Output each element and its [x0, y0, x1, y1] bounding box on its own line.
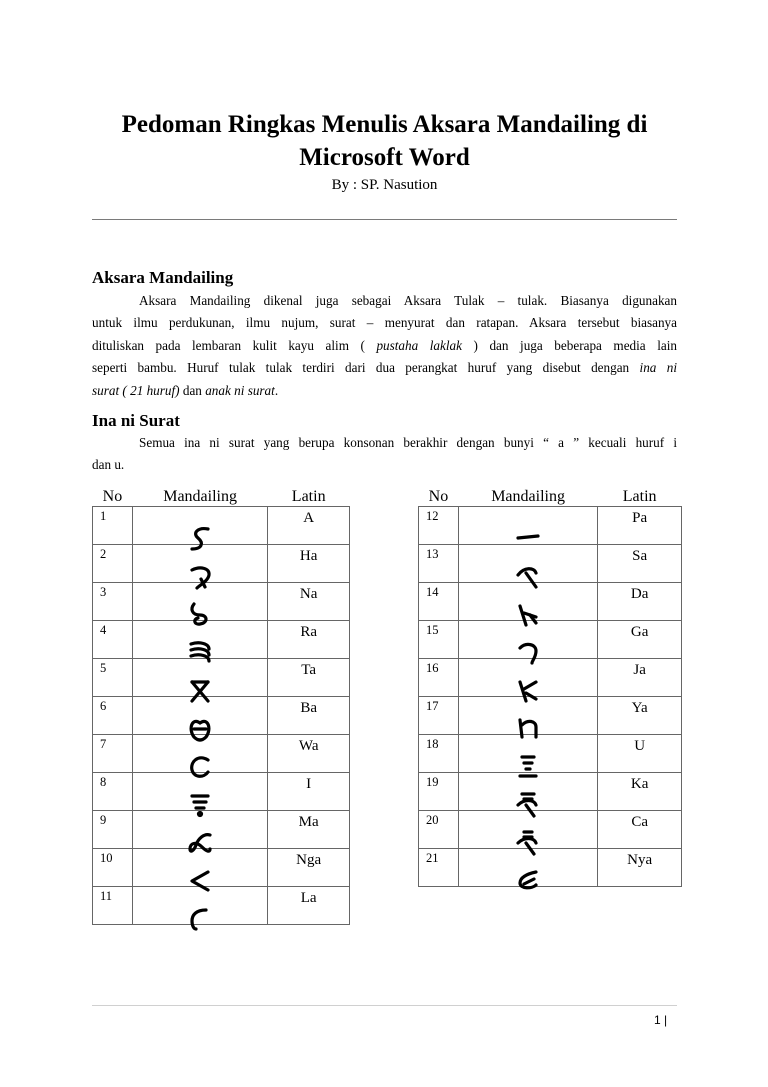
mandailing-cell	[132, 507, 268, 545]
row-number: 11	[93, 887, 133, 925]
table-row	[419, 849, 682, 887]
paragraph-aksara-mandailing	[92, 290, 677, 402]
italic-term: pustaha laklak	[376, 337, 462, 353]
text-run: ) dan juga beberapa media lain	[461, 337, 677, 353]
paragraph-line	[92, 380, 677, 402]
mandailing-cell	[132, 659, 268, 697]
section-heading-ina-ni-surat: Ina ni Surat	[92, 411, 180, 430]
table-right	[418, 487, 682, 887]
paragraph-line	[92, 335, 677, 357]
header-no: No	[419, 487, 459, 507]
mandailing-cell	[132, 583, 268, 621]
latin-cell: Da	[598, 583, 682, 621]
text-run: .	[274, 382, 279, 398]
table-row	[93, 583, 350, 621]
mandailing-cell	[132, 773, 268, 811]
mandailing-cell	[458, 659, 598, 697]
mandailing-cell	[132, 735, 268, 773]
latin-cell: Ha	[268, 545, 350, 583]
mandailing-cell	[132, 697, 268, 735]
mandailing-cell	[458, 621, 598, 659]
latin-cell: Ca	[598, 811, 682, 849]
latin-cell: Na	[268, 583, 350, 621]
latin-cell: Nya	[598, 849, 682, 887]
row-number: 7	[93, 735, 133, 773]
la-glyph	[186, 905, 214, 933]
italic-term: ina ni	[639, 360, 678, 376]
page-number: 1 |	[654, 1013, 668, 1027]
latin-cell: Pa	[598, 507, 682, 545]
mandailing-cell	[458, 583, 598, 621]
latin-cell: Ja	[598, 659, 682, 697]
row-number: 20	[419, 811, 459, 849]
row-number: 10	[93, 849, 133, 887]
row-number: 12	[419, 507, 459, 545]
mandailing-cell	[132, 621, 268, 659]
latin-cell: Sa	[598, 545, 682, 583]
paragraph-line: Aksara Mandailing dikenal juga sebagai Aksara Tulak – tulak. Biasanya digunakan	[139, 293, 677, 308]
table-row	[419, 811, 682, 849]
text-run: seperti bambu. Huruf tulak tulak terdiri dari dua perangkat huruf yang disebut dengan	[92, 360, 640, 376]
section-heading-aksara-mandailing: Aksara Mandailing	[92, 268, 234, 287]
table-row	[93, 849, 350, 887]
text-run: dan	[179, 382, 206, 398]
table-row	[93, 811, 350, 849]
footer-divider	[92, 1005, 677, 1006]
mandailing-cell	[132, 887, 268, 925]
document-title	[92, 108, 677, 174]
row-number: 8	[93, 773, 133, 811]
title-line-2: Microsoft Word	[299, 144, 470, 171]
text-run: dituliskan pada lembaran kulit kayu alim (	[92, 337, 377, 353]
table-header-row	[93, 487, 350, 507]
latin-cell: I	[268, 773, 350, 811]
mandailing-cell	[132, 849, 268, 887]
header-mandailing: Mandailing	[458, 487, 598, 507]
table-row	[419, 659, 682, 697]
latin-cell: Ya	[598, 697, 682, 735]
mandailing-cell	[458, 811, 598, 849]
paragraph-line: Semua ina ni surat yang berupa konsonan berakhir dengan bunyi “ a ” kecuali huruf i	[139, 435, 677, 450]
header-latin: Latin	[598, 487, 682, 507]
row-number: 17	[419, 697, 459, 735]
table-row	[419, 773, 682, 811]
row-number: 1	[93, 507, 133, 545]
row-number: 6	[93, 697, 133, 735]
paragraph-line	[92, 357, 677, 379]
paragraph-line: dan u.	[92, 457, 125, 473]
title-line-1: Pedoman Ringkas Menulis Aksara Mandailing di	[121, 111, 648, 138]
mandailing-cell	[132, 545, 268, 583]
table-row	[419, 735, 682, 773]
mandailing-cell	[458, 507, 598, 545]
mandailing-cell	[458, 735, 598, 773]
table-row	[93, 773, 350, 811]
mandailing-cell	[132, 811, 268, 849]
row-number: 2	[93, 545, 133, 583]
header-latin: Latin	[268, 487, 350, 507]
table-row	[93, 659, 350, 697]
byline: By : SP. Nasution	[331, 177, 438, 193]
row-number: 5	[93, 659, 133, 697]
header-mandailing: Mandailing	[132, 487, 268, 507]
paragraph-line: untuk ilmu perdukunan, ilmu nujum, surat – menyurat dan ratapan. Aksara tersebut biasanya	[92, 315, 677, 331]
mandailing-cell	[458, 697, 598, 735]
row-number: 19	[419, 773, 459, 811]
latin-cell: Ka	[598, 773, 682, 811]
mandailing-cell	[458, 773, 598, 811]
latin-cell: Ga	[598, 621, 682, 659]
row-number: 21	[419, 849, 459, 887]
latin-cell: Ra	[268, 621, 350, 659]
row-number: 9	[93, 811, 133, 849]
latin-cell: Nga	[268, 849, 350, 887]
latin-cell: Ta	[268, 659, 350, 697]
title-divider	[92, 219, 677, 220]
paragraph-ina-ni-surat	[92, 432, 677, 477]
latin-cell: A	[268, 507, 350, 545]
table-row	[93, 697, 350, 735]
italic-term: anak ni surat	[205, 382, 275, 398]
nya-glyph	[514, 867, 542, 895]
table-row	[419, 621, 682, 659]
latin-cell: U	[598, 735, 682, 773]
table-row	[419, 507, 682, 545]
row-number: 14	[419, 583, 459, 621]
latin-cell: Ma	[268, 811, 350, 849]
table-row	[419, 545, 682, 583]
row-number: 16	[419, 659, 459, 697]
row-number: 13	[419, 545, 459, 583]
row-number: 4	[93, 621, 133, 659]
latin-cell: Wa	[268, 735, 350, 773]
table-row	[419, 697, 682, 735]
table-row	[93, 621, 350, 659]
latin-cell: Ba	[268, 697, 350, 735]
mandailing-cell	[458, 849, 598, 887]
latin-cell: La	[268, 887, 350, 925]
mandailing-cell	[458, 545, 598, 583]
table-row	[93, 507, 350, 545]
table-header-row	[419, 487, 682, 507]
row-number: 18	[419, 735, 459, 773]
table-row	[93, 735, 350, 773]
row-number: 3	[93, 583, 133, 621]
table-row	[93, 545, 350, 583]
table-row	[419, 583, 682, 621]
row-number: 15	[419, 621, 459, 659]
italic-term: surat ( 21 huruf)	[92, 382, 180, 398]
header-no: No	[93, 487, 133, 507]
table-row	[93, 887, 350, 925]
table-left	[92, 487, 350, 925]
